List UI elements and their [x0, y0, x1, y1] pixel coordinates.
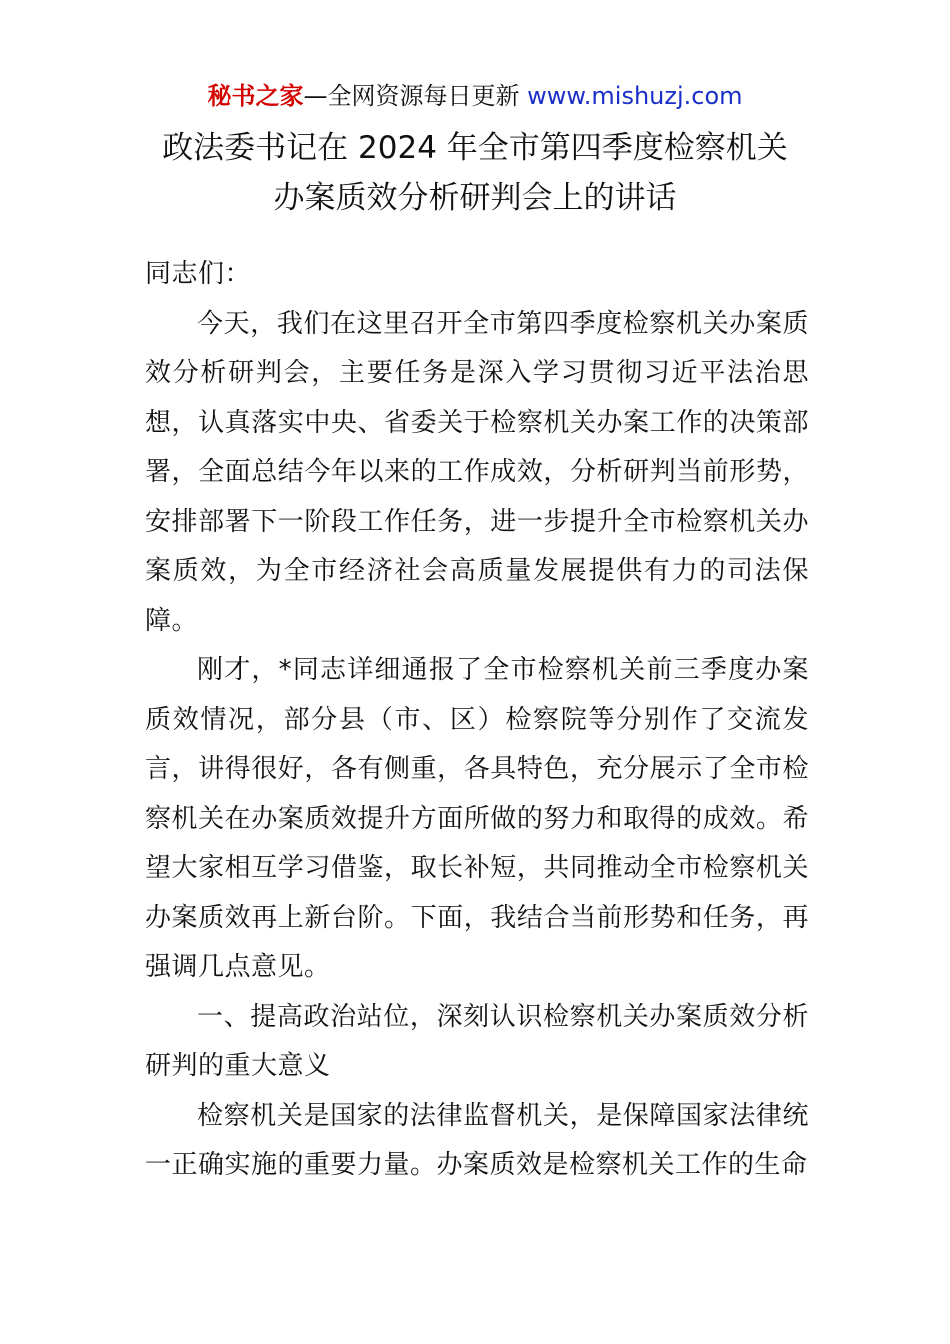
paragraph-review: 刚才，*同志详细通报了全市检察机关前三季度办案质效情况，部分县（市、区）检察院等分别作了交流发言，讲得很好，各有侧重，各具特色，充分展示了全市检察机关在办案质效提升方面所做的努力和取得的成效。希望大家相互学习借鉴，取长补短，共同推动全市检察机关办案质效再上新台阶。下面，我结合当前形势和任务，再强调几点意见。	[145, 655, 809, 982]
paragraph-section-1: 检察机关是国家的法律监督机关，是保障国家法律统一正确实施的重要力量。办案质效是检察机关工作的生命	[145, 1100, 809, 1180]
banner-tagline: —全网资源每日更新	[303, 82, 528, 110]
paragraph-opening: 今天，我们在这里召开全市第四季度检察机关办案质效分析研判会，主要任务是深入学习贯彻习近平法治思想，认真落实中央、省委关于检察机关办案工作的决策部署，全面总结今年以来的工作成效，分析研判当前形势，安排部署下一阶段工作任务，进一步提升全市检察机关办案质效，为全市经济社会高质量发展提供有力的司法保障。	[145, 308, 809, 636]
banner-brand: 秘书之家	[207, 82, 304, 110]
document-body	[145, 250, 809, 1191]
site-banner	[0, 80, 950, 112]
section-heading-1: 一、提高政治站位，深刻认识检察机关办案质效分析研判的重大意义	[145, 1001, 809, 1081]
document-title-line-1: 政法委书记在 2024 年全市第四季度检察机关	[162, 130, 788, 166]
banner-url-link[interactable]: www.mishuzj.com	[527, 82, 743, 110]
document-title-line-2: 办案质效分析研判会上的讲话	[273, 180, 677, 216]
salutation: 同志们：	[145, 259, 252, 289]
